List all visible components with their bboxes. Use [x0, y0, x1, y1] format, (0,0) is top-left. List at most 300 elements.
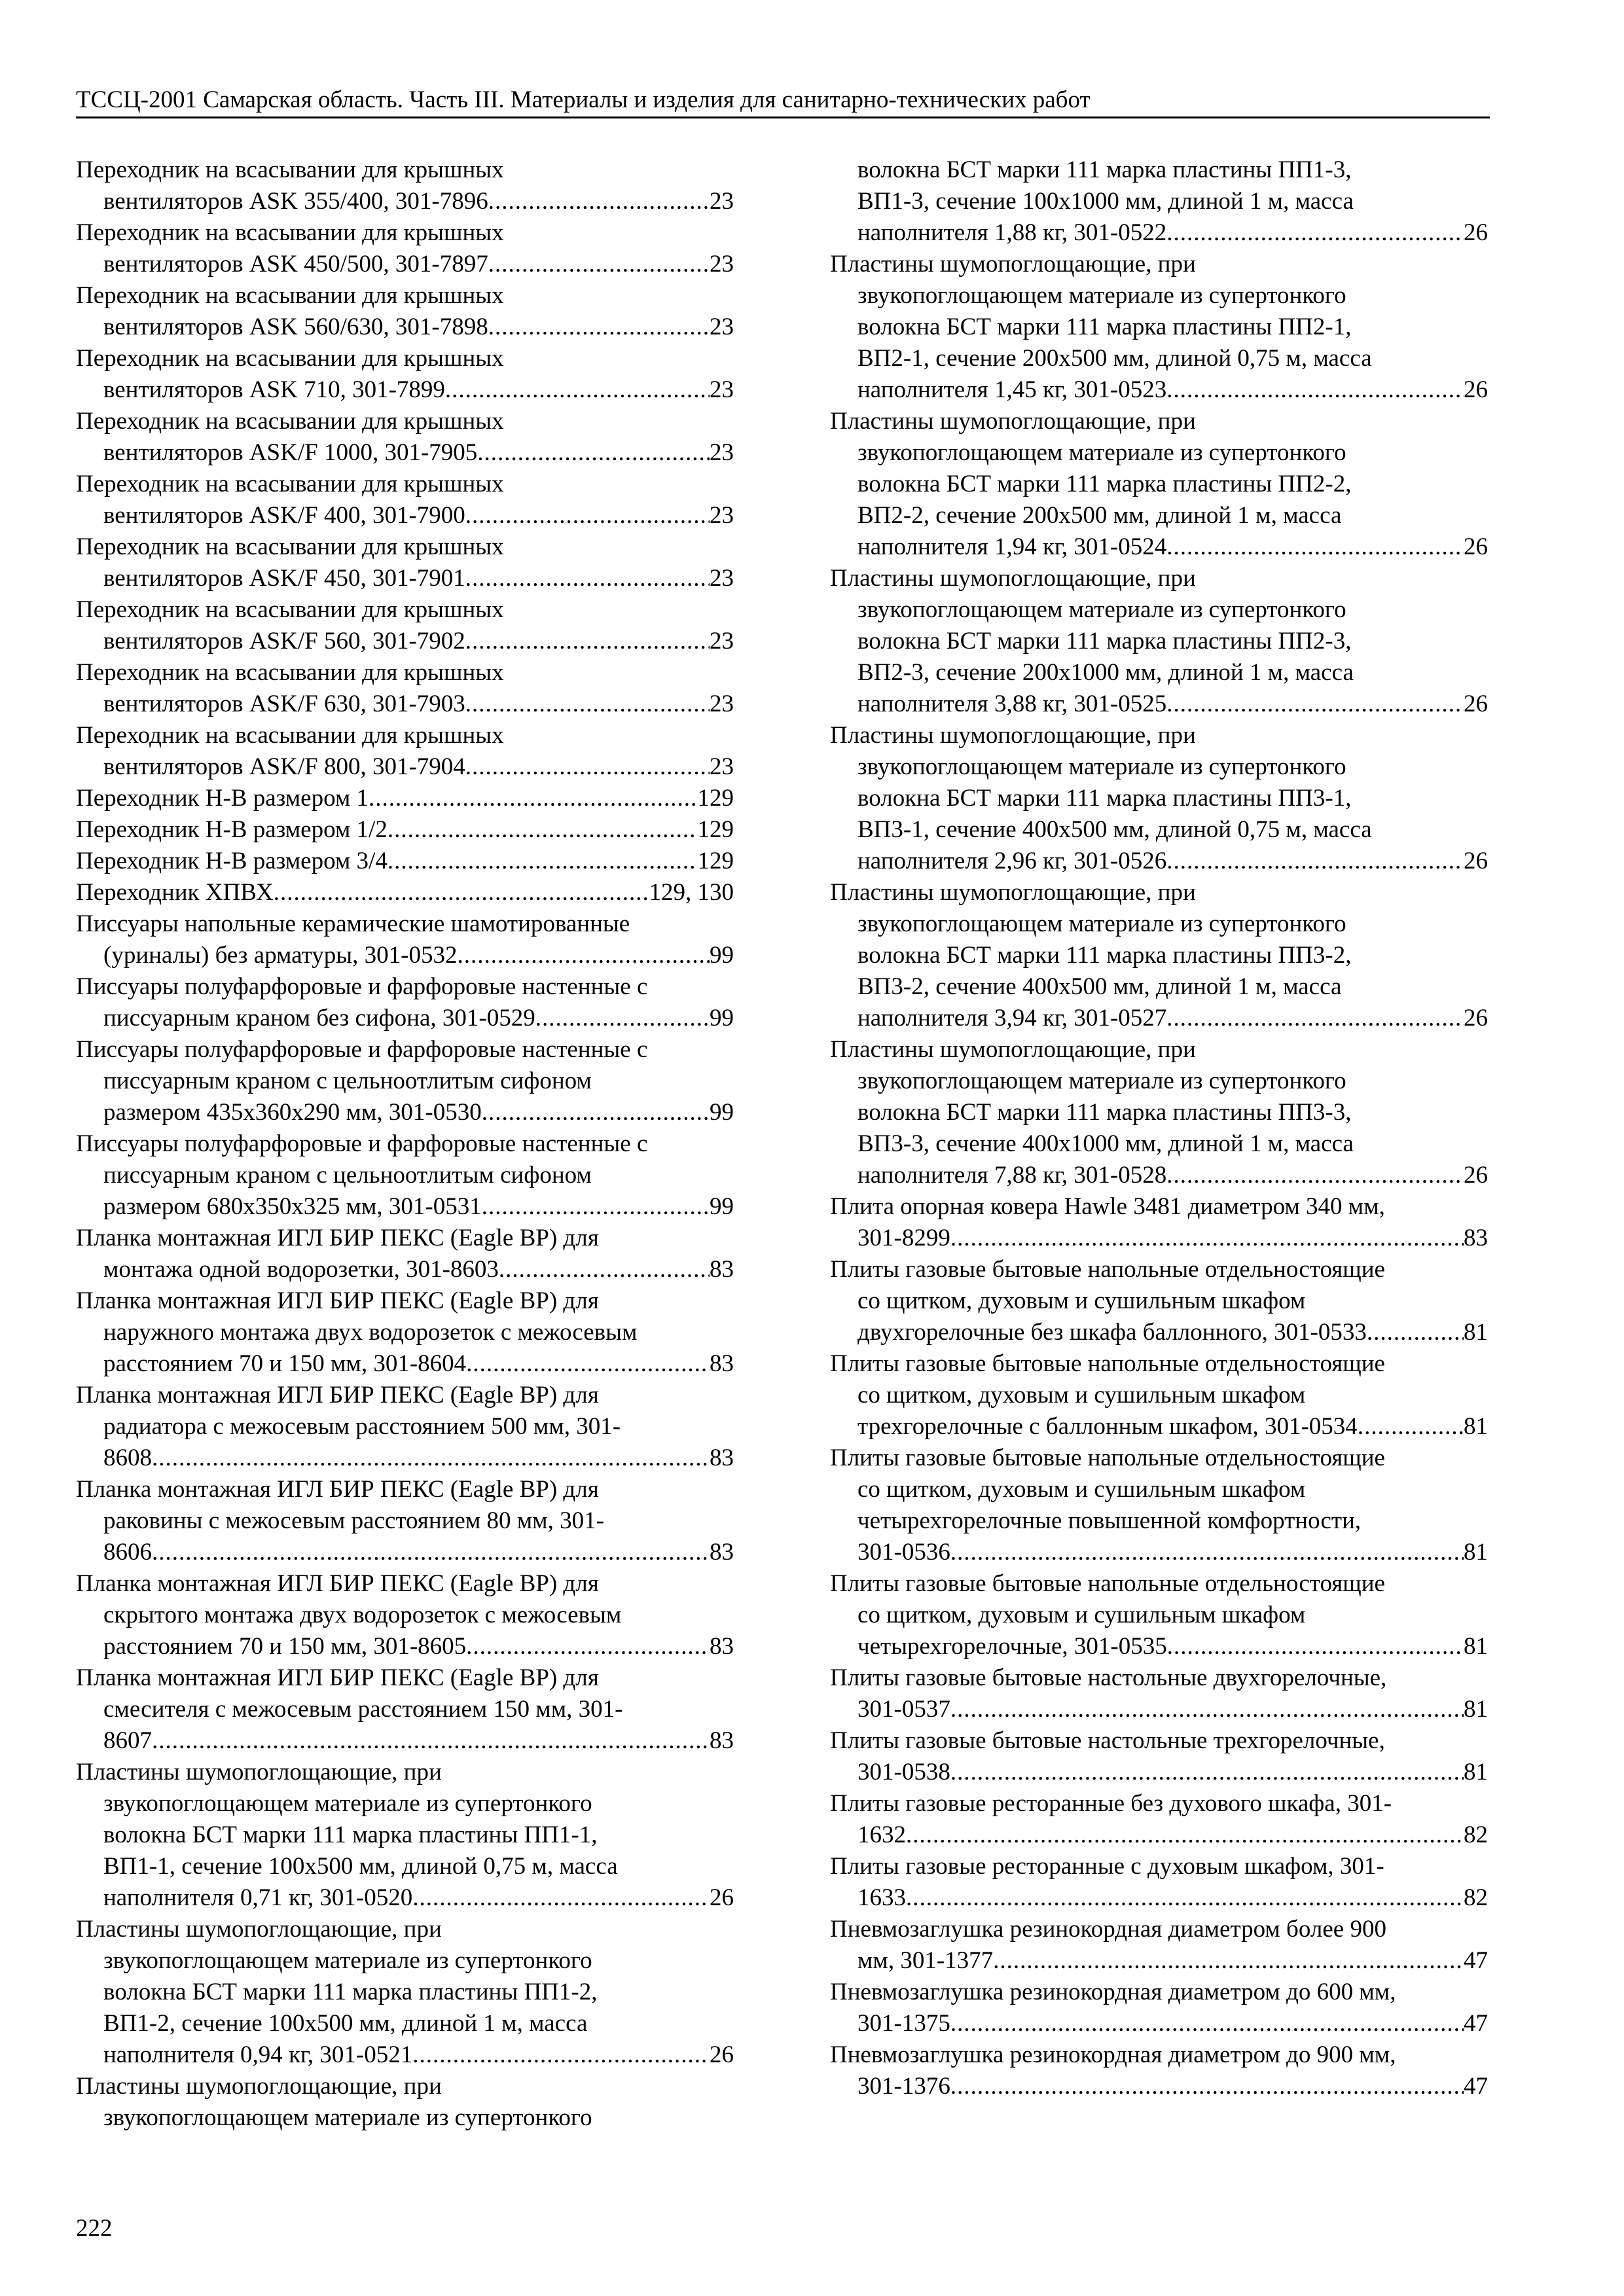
- entry-line: волокна БСТ марки 111 марка пластины ПП1-1,: [103, 1821, 598, 1848]
- index-entry: [830, 1914, 1488, 1977]
- page-ref: 23: [710, 502, 734, 529]
- page-ref: 23: [710, 251, 734, 278]
- index-entry: [76, 1034, 734, 1128]
- entry-last-line: [830, 1882, 1488, 1914]
- entry-last-line: [76, 1254, 734, 1285]
- entry-last-line: [830, 1757, 1488, 1788]
- entry-last-line: [76, 1443, 734, 1474]
- entry-last-line: [76, 783, 734, 814]
- entry-text: наполнителя 7,88 кг, 301-0528: [857, 1162, 1167, 1189]
- entry-line: Переходник на всасывании для крышных: [76, 282, 504, 309]
- dot-leader: [535, 1003, 710, 1034]
- entry-line: звукопоглощающем материале из супертонкого: [857, 753, 1346, 780]
- entry-line: волокна БСТ марки 111 марка пластины ПП1-2,: [103, 1979, 598, 2005]
- entry-line: волокна БСТ марки 111 марка пластины ПП3-2,: [857, 942, 1352, 969]
- dot-leader: [1166, 374, 1464, 406]
- dot-leader: [466, 1631, 710, 1662]
- entry-line: Пневмозаглушка резинокордная диаметром до 600 мм,: [830, 1979, 1396, 2005]
- page-ref: 26: [710, 1884, 734, 1911]
- dot-leader: [445, 374, 710, 406]
- entry-line: звукопоглощающем материале из супертонкого: [857, 439, 1346, 466]
- entry-last-line: [76, 1882, 734, 1914]
- page-ref: 99: [710, 1099, 734, 1126]
- entry-text: вентиляторов ASK/F 560, 301-7902: [103, 628, 465, 655]
- page-ref: 129, 130: [649, 879, 734, 906]
- entry-line: ВП2-3, сечение 200х1000 мм, длиной 1 м, масса: [857, 659, 1354, 686]
- page-ref: 47: [1464, 2073, 1488, 2100]
- entry-line: Плиты газовые бытовые напольные отдельностоящие: [830, 1256, 1385, 1283]
- entry-last-line: [830, 374, 1488, 406]
- entry-last-line: [76, 500, 734, 531]
- entry-line: со щитком, духовым и сушильным шкафом: [857, 1382, 1306, 1408]
- entry-last-line: [830, 1945, 1488, 1977]
- dot-leader: [458, 940, 710, 971]
- entry-text: Переходник Н-В размером 1/2: [76, 816, 388, 843]
- entry-line: Планка монтажная ИГЛ БИР ПЕКС (Eagle BP) для: [76, 1476, 599, 1503]
- entry-line: Плиты газовые бытовые настольные трехгорелочные,: [830, 1727, 1385, 1754]
- entry-last-line: [830, 1317, 1488, 1348]
- entry-line: Пластины шумопоглощающие, при: [830, 879, 1196, 906]
- entry-line: Плиты газовые ресторанные с духовым шкафом, 301-: [830, 1853, 1384, 1880]
- page-ref: 99: [710, 1193, 734, 1220]
- index-entry: [830, 406, 1488, 563]
- dot-leader: [950, 2008, 1464, 2039]
- entry-line: звукопоглощающем материале из супертонкого: [857, 910, 1346, 937]
- entry-line: звукопоглощающем материале из супертонкого: [857, 1067, 1346, 1094]
- page-number: 222: [76, 2215, 113, 2242]
- entry-line: ВП3-3, сечение 400х1000 мм, длиной 1 м, масса: [857, 1130, 1354, 1157]
- index-entry: [830, 1034, 1488, 1191]
- page-ref: 26: [1464, 848, 1488, 874]
- dot-leader: [950, 2071, 1464, 2102]
- dot-leader: [465, 751, 710, 783]
- dot-leader: [906, 1882, 1464, 1914]
- entry-last-line: [76, 563, 734, 594]
- dot-leader: [388, 814, 698, 846]
- page-ref: 81: [1464, 1539, 1488, 1566]
- index-entry: [830, 720, 1488, 877]
- entry-line: звукопоглощающем материале из супертонкого: [103, 1790, 592, 1817]
- page-ref: 82: [1464, 1821, 1488, 1848]
- dot-leader: [1166, 846, 1464, 877]
- page-ref: 26: [1464, 1005, 1488, 1031]
- page-ref: 82: [1464, 1884, 1488, 1911]
- page-ref: 81: [1464, 1696, 1488, 1723]
- entry-text: 8606: [103, 1539, 152, 1566]
- entry-last-line: [76, 1191, 734, 1223]
- index-entry: [830, 1788, 1488, 1851]
- entry-text: четырехгорелочные, 301-0535: [857, 1633, 1167, 1660]
- entry-line: писсуарным краном с цельноотлитым сифоном: [103, 1162, 592, 1189]
- page-ref: 81: [1464, 1413, 1488, 1440]
- index-entry: [76, 594, 734, 657]
- index-entry: [76, 1757, 734, 1914]
- entry-text: мм, 301-1377: [857, 1947, 994, 1974]
- entry-last-line: [76, 312, 734, 343]
- index-entry: [76, 877, 734, 908]
- index-entry: [76, 280, 734, 343]
- entry-line: звукопоглощающем материале из супертонкого: [857, 282, 1346, 309]
- entry-last-line: [830, 1631, 1488, 1662]
- page-ref: 129: [697, 848, 734, 874]
- page-ref: 81: [1464, 1759, 1488, 1785]
- index-entry: [76, 1474, 734, 1568]
- index-entry: [830, 1568, 1488, 1662]
- dot-leader: [482, 1097, 710, 1128]
- dot-leader: [488, 249, 710, 280]
- index-entry: [76, 1662, 734, 1757]
- entry-line: Пластины шумопоглощающие, при: [830, 251, 1196, 278]
- dot-leader: [274, 877, 649, 908]
- entry-line: ВП1-2, сечение 100х500 мм, длиной 1 м, масса: [103, 2010, 588, 2037]
- entry-last-line: [830, 531, 1488, 563]
- page-ref: 99: [710, 942, 734, 969]
- index-entry: [830, 1725, 1488, 1788]
- index-entry: [76, 846, 734, 877]
- index-entry: [830, 1348, 1488, 1443]
- entry-line: ВП3-1, сечение 400х500 мм, длиной 0,75 м, масса: [857, 816, 1372, 843]
- index-entry: [76, 531, 734, 594]
- entry-text: размером 680х350х325 мм, 301-0531: [103, 1193, 482, 1220]
- entry-line: Плиты газовые бытовые напольные отдельностоящие: [830, 1444, 1385, 1471]
- entry-text: вентиляторов ASK/F 400, 301-7900: [103, 502, 465, 529]
- entry-line: Переходник на всасывании для крышных: [76, 533, 504, 560]
- entry-text: вентиляторов ASK/F 800, 301-7904: [103, 753, 465, 780]
- entry-line: Писсуары полуфарфоровые и фарфоровые настенные с: [76, 1036, 648, 1063]
- index-entry: [76, 971, 734, 1034]
- dot-leader: [906, 1820, 1464, 1851]
- index-entry: [76, 720, 734, 783]
- entry-text: расстоянием 70 и 150 мм, 301-8605: [103, 1633, 467, 1660]
- dot-leader: [1358, 1411, 1464, 1443]
- page-ref: 47: [1464, 2010, 1488, 2037]
- page-ref: 81: [1464, 1319, 1488, 1346]
- entry-last-line: [76, 877, 734, 908]
- entry-line: Пластины шумопоглощающие, при: [76, 2073, 442, 2100]
- entry-last-line: [76, 940, 734, 971]
- entry-text: 8608: [103, 1444, 152, 1471]
- entry-text: 301-8299: [857, 1225, 950, 1251]
- entry-last-line: [76, 751, 734, 783]
- entry-text: вентиляторов ASK 450/500, 301-7897: [103, 251, 488, 278]
- entry-last-line: [76, 689, 734, 720]
- entry-text: вентиляторов ASK 560/630, 301-7898: [103, 314, 488, 340]
- entry-text: вентиляторов ASK 355/400, 301-7896: [103, 188, 488, 215]
- entry-line: писсуарным краном с цельноотлитым сифоном: [103, 1067, 592, 1094]
- entry-line: ВП1-1, сечение 100х500 мм, длиной 0,75 м, масса: [103, 1853, 618, 1880]
- entry-line: Переходник на всасывании для крышных: [76, 219, 504, 246]
- entry-last-line: [76, 249, 734, 280]
- index-entry: [830, 1851, 1488, 1914]
- entry-last-line: [830, 1537, 1488, 1568]
- entry-line: ВП2-2, сечение 200х500 мм, длиной 1 м, масса: [857, 502, 1342, 529]
- entry-text: 8607: [103, 1727, 152, 1754]
- entry-text: наполнителя 0,94 кг, 301-0521: [103, 2041, 413, 2068]
- entry-text: 301-1375: [857, 2010, 950, 2037]
- dot-leader: [152, 1725, 710, 1757]
- entry-text: писсуарным краном без сифона, 301-0529: [103, 1005, 535, 1031]
- dot-leader: [152, 1443, 710, 1474]
- page-ref: 83: [710, 1256, 734, 1283]
- entry-text: Переходник Н-В размером 1: [76, 785, 369, 812]
- dot-leader: [369, 783, 697, 814]
- dot-leader: [1166, 531, 1464, 563]
- index-entry: [830, 249, 1488, 406]
- entry-line: Планка монтажная ИГЛ БИР ПЕКС (Eagle BP) для: [76, 1225, 599, 1251]
- entry-line: Пневмозаглушка резинокордная диаметром до 900 мм,: [830, 2041, 1396, 2068]
- dot-leader: [477, 437, 710, 469]
- index-entry: [76, 1285, 734, 1380]
- page-ref: 23: [710, 753, 734, 780]
- index-entry: [830, 1977, 1488, 2039]
- entry-text: вентиляторов ASK/F 1000, 301-7905: [103, 439, 478, 466]
- entry-last-line: [76, 1537, 734, 1568]
- entry-line: Плита опорная ковера Hawle 3481 диаметром 340 мм,: [830, 1193, 1385, 1220]
- index-entry: [76, 814, 734, 846]
- dot-leader: [412, 1882, 710, 1914]
- entry-line: волокна БСТ марки 111 марка пластины ПП2-1,: [857, 314, 1352, 340]
- entry-text: размером 435х360х290 мм, 301-0530: [103, 1099, 482, 1126]
- index-entry: [76, 1568, 734, 1662]
- entry-last-line: [76, 2039, 734, 2071]
- entry-text: наполнителя 0,71 кг, 301-0520: [103, 1884, 413, 1911]
- page-ref: 99: [710, 1005, 734, 1031]
- dot-leader: [1166, 1160, 1464, 1191]
- index-entry: [76, 343, 734, 406]
- entry-line: четырехгорелочные повышенной комфортности,: [857, 1507, 1362, 1534]
- entry-text: Переходник ХПВХ: [76, 879, 274, 906]
- entry-line: звукопоглощающем материале из супертонкого: [103, 1947, 592, 1974]
- index-entry: [830, 2039, 1488, 2102]
- page-ref: 23: [710, 628, 734, 655]
- entry-line: волокна БСТ марки 111 марка пластины ПП2-2,: [857, 471, 1352, 497]
- dot-leader: [1166, 217, 1464, 249]
- entry-last-line: [830, 1223, 1488, 1254]
- entry-line: Переходник на всасывании для крышных: [76, 596, 504, 623]
- entry-text: вентиляторов ASK/F 630, 301-7903: [103, 691, 465, 717]
- page-ref: 23: [710, 188, 734, 215]
- entry-line: Пластины шумопоглощающие, при: [830, 722, 1196, 749]
- entry-last-line: [830, 846, 1488, 877]
- dot-leader: [488, 186, 710, 217]
- entry-last-line: [76, 846, 734, 877]
- index-entry: [76, 783, 734, 814]
- page-ref: 23: [710, 376, 734, 403]
- dot-leader: [950, 1757, 1464, 1788]
- index-entry: [76, 217, 734, 280]
- entry-line: Переходник на всасывании для крышных: [76, 659, 504, 686]
- dot-leader: [1166, 689, 1464, 720]
- entry-line: Планка монтажная ИГЛ БИР ПЕКС (Eagle BP) для: [76, 1664, 599, 1691]
- entry-last-line: [830, 1694, 1488, 1725]
- dot-leader: [388, 846, 698, 877]
- entry-text: трехгорелочные с баллонным шкафом, 301-0534: [857, 1413, 1358, 1440]
- entry-text: наполнителя 1,45 кг, 301-0523: [857, 376, 1167, 403]
- entry-text: (уриналы) без арматуры, 301-0532: [103, 942, 458, 969]
- dot-leader: [465, 689, 710, 720]
- index-entry: [76, 469, 734, 531]
- entry-line: Плиты газовые бытовые напольные отдельностоящие: [830, 1570, 1385, 1597]
- entry-line: Пневмозаглушка резинокордная диаметром более 900: [830, 1916, 1386, 1943]
- entry-line: Планка монтажная ИГЛ БИР ПЕКС (Eagle BP) для: [76, 1287, 599, 1314]
- entry-text: наполнителя 2,96 кг, 301-0526: [857, 848, 1167, 874]
- dot-leader: [488, 312, 710, 343]
- entry-line: ВП3-2, сечение 400х500 мм, длиной 1 м, масса: [857, 973, 1342, 1000]
- entry-text: 301-0538: [857, 1759, 950, 1785]
- page-ref: 83: [710, 1539, 734, 1566]
- dot-leader: [1166, 1003, 1464, 1034]
- page-ref: 23: [710, 691, 734, 717]
- entry-last-line: [830, 2071, 1488, 2102]
- index-column-left: [76, 154, 734, 2134]
- entry-text: монтажа одной водорозетки, 301-8603: [103, 1256, 499, 1283]
- entry-line: смесителя с межосевым расстоянием 150 мм, 301-: [103, 1696, 623, 1723]
- entry-text: вентиляторов ASK 710, 301-7899: [103, 376, 445, 403]
- entry-text: 301-1376: [857, 2073, 950, 2100]
- index-entry: [76, 406, 734, 469]
- entry-last-line: [76, 814, 734, 846]
- dot-leader: [499, 1254, 710, 1285]
- entry-text: наполнителя 3,88 кг, 301-0525: [857, 691, 1167, 717]
- dot-leader: [950, 1537, 1464, 1568]
- entry-line: со щитком, духовым и сушильным шкафом: [857, 1287, 1306, 1314]
- entry-last-line: [830, 689, 1488, 720]
- page-ref: 83: [710, 1444, 734, 1471]
- entry-line: Планка монтажная ИГЛ БИР ПЕКС (Eagle BP) для: [76, 1570, 599, 1597]
- entry-line: ВП1-3, сечение 100х1000 мм, длиной 1 м, масса: [857, 188, 1354, 215]
- dot-leader: [950, 1223, 1464, 1254]
- page-ref: 83: [710, 1633, 734, 1660]
- entry-line: Плиты газовые ресторанные без духового шкафа, 301-: [830, 1790, 1392, 1817]
- entry-last-line: [830, 1411, 1488, 1443]
- index-entry: [76, 1380, 734, 1474]
- entry-last-line: [830, 1160, 1488, 1191]
- entry-last-line: [76, 626, 734, 657]
- page-ref: 26: [1464, 533, 1488, 560]
- entry-text: 1632: [857, 1821, 906, 1848]
- entry-line: раковины с межосевым расстоянием 80 мм, 301-: [103, 1507, 604, 1534]
- entry-last-line: [830, 217, 1488, 249]
- entry-last-line: [76, 186, 734, 217]
- index-entry: [830, 154, 1488, 249]
- entry-line: Пластины шумопоглощающие, при: [76, 1759, 442, 1785]
- entry-text: расстоянием 70 и 150 мм, 301-8604: [103, 1350, 467, 1377]
- entry-line: со щитком, духовым и сушильным шкафом: [857, 1476, 1306, 1503]
- index-entry: [76, 1914, 734, 2071]
- index-entry: [830, 877, 1488, 1034]
- page-ref: 81: [1464, 1633, 1488, 1660]
- running-header: ТССЦ-2001 Самарская область. Часть III. Материалы и изделия для санитарно-технических работ: [76, 86, 1091, 113]
- header-rule: [76, 117, 1490, 118]
- entry-text: 1633: [857, 1884, 906, 1911]
- index-entry: [76, 2071, 734, 2134]
- entry-line: Переходник на всасывании для крышных: [76, 722, 504, 749]
- entry-text: вентиляторов ASK/F 450, 301-7901: [103, 565, 465, 592]
- entry-text: 301-0536: [857, 1539, 950, 1566]
- entry-line: волокна БСТ марки 111 марка пластины ПП3-1,: [857, 785, 1352, 812]
- index-entry: [76, 154, 734, 217]
- entry-line: радиатора с межосевым расстоянием 500 мм, 301-: [103, 1413, 621, 1440]
- entry-text: двухгорелочные без шкафа баллонного, 301-0533: [857, 1319, 1367, 1346]
- entry-text: наполнителя 3,94 кг, 301-0527: [857, 1005, 1167, 1031]
- entry-line: волокна БСТ марки 111 марка пластины ПП3-3,: [857, 1099, 1352, 1126]
- entry-last-line: [830, 1820, 1488, 1851]
- entry-line: волокна БСТ марки 111 марка пластины ПП2-3,: [857, 628, 1352, 655]
- index-entry: [830, 563, 1488, 720]
- entry-line: Писсуары полуфарфоровые и фарфоровые настенные с: [76, 1130, 648, 1157]
- entry-text: наполнителя 1,88 кг, 301-0522: [857, 219, 1167, 246]
- entry-line: ВП2-1, сечение 200х500 мм, длиной 0,75 м, масса: [857, 345, 1372, 372]
- entry-line: скрытого монтажа двух водорозеток с межосевым: [103, 1602, 622, 1628]
- dot-leader: [482, 1191, 710, 1223]
- entry-line: Планка монтажная ИГЛ БИР ПЕКС (Eagle BP) для: [76, 1382, 599, 1408]
- entry-last-line: [76, 374, 734, 406]
- entry-line: Пластины шумопоглощающие, при: [76, 1916, 442, 1943]
- dot-leader: [465, 563, 710, 594]
- page-ref: 83: [710, 1727, 734, 1754]
- entry-last-line: [76, 1348, 734, 1380]
- entry-line: Пластины шумопоглощающие, при: [830, 565, 1196, 592]
- entry-text: Переходник Н-В размером 3/4: [76, 848, 388, 874]
- index-entry: [830, 1443, 1488, 1568]
- index-entry: [76, 908, 734, 971]
- entry-last-line: [76, 1003, 734, 1034]
- dot-leader: [1367, 1317, 1464, 1348]
- entry-line: Пластины шумопоглощающие, при: [830, 408, 1196, 435]
- dot-leader: [1167, 1631, 1464, 1662]
- entry-last-line: [76, 1725, 734, 1757]
- entry-line: волокна БСТ марки 111 марка пластины ПП1-3,: [857, 156, 1352, 183]
- index-entry: [830, 1254, 1488, 1348]
- page-ref: 83: [710, 1350, 734, 1377]
- index-entry: [76, 657, 734, 720]
- entry-line: Переходник на всасывании для крышных: [76, 156, 504, 183]
- index-entry: [76, 1128, 734, 1223]
- dot-leader: [152, 1537, 710, 1568]
- page-ref: 23: [710, 314, 734, 340]
- page-ref: 47: [1464, 1947, 1488, 1974]
- dot-leader: [412, 2039, 710, 2071]
- entry-last-line: [76, 437, 734, 469]
- entry-line: Плиты газовые бытовые напольные отдельностоящие: [830, 1350, 1385, 1377]
- page-ref: 129: [697, 785, 734, 812]
- dot-leader: [465, 626, 710, 657]
- page-ref: 26: [710, 2041, 734, 2068]
- entry-line: Плиты газовые бытовые настольные двухгорелочные,: [830, 1664, 1387, 1691]
- entry-last-line: [76, 1631, 734, 1662]
- entry-last-line: [830, 1003, 1488, 1034]
- entry-line: Писсуары полуфарфоровые и фарфоровые настенные с: [76, 973, 648, 1000]
- page-ref: 23: [710, 565, 734, 592]
- page-ref: 26: [1464, 1162, 1488, 1189]
- page-ref: 26: [1464, 691, 1488, 717]
- entry-line: наружного монтажа двух водорозеток с межосевым: [103, 1319, 638, 1346]
- entry-line: со щитком, духовым и сушильным шкафом: [857, 1602, 1306, 1628]
- entry-line: звукопоглощающем материале из супертонкого: [857, 596, 1346, 623]
- entry-text: 301-0537: [857, 1696, 950, 1723]
- page-ref: 26: [1464, 219, 1488, 246]
- dot-leader: [466, 1348, 710, 1380]
- entry-last-line: [76, 1097, 734, 1128]
- entry-line: звукопоглощающем материале из супертонкого: [103, 2104, 592, 2131]
- dot-leader: [993, 1945, 1464, 1977]
- entry-line: Переходник на всасывании для крышных: [76, 408, 504, 435]
- page-ref: 23: [710, 439, 734, 466]
- index-column-right: [830, 154, 1488, 2102]
- page-ref: 26: [1464, 376, 1488, 403]
- entry-line: Переходник на всасывании для крышных: [76, 471, 504, 497]
- entry-line: Писсуары напольные керамические шамотированные: [76, 910, 630, 937]
